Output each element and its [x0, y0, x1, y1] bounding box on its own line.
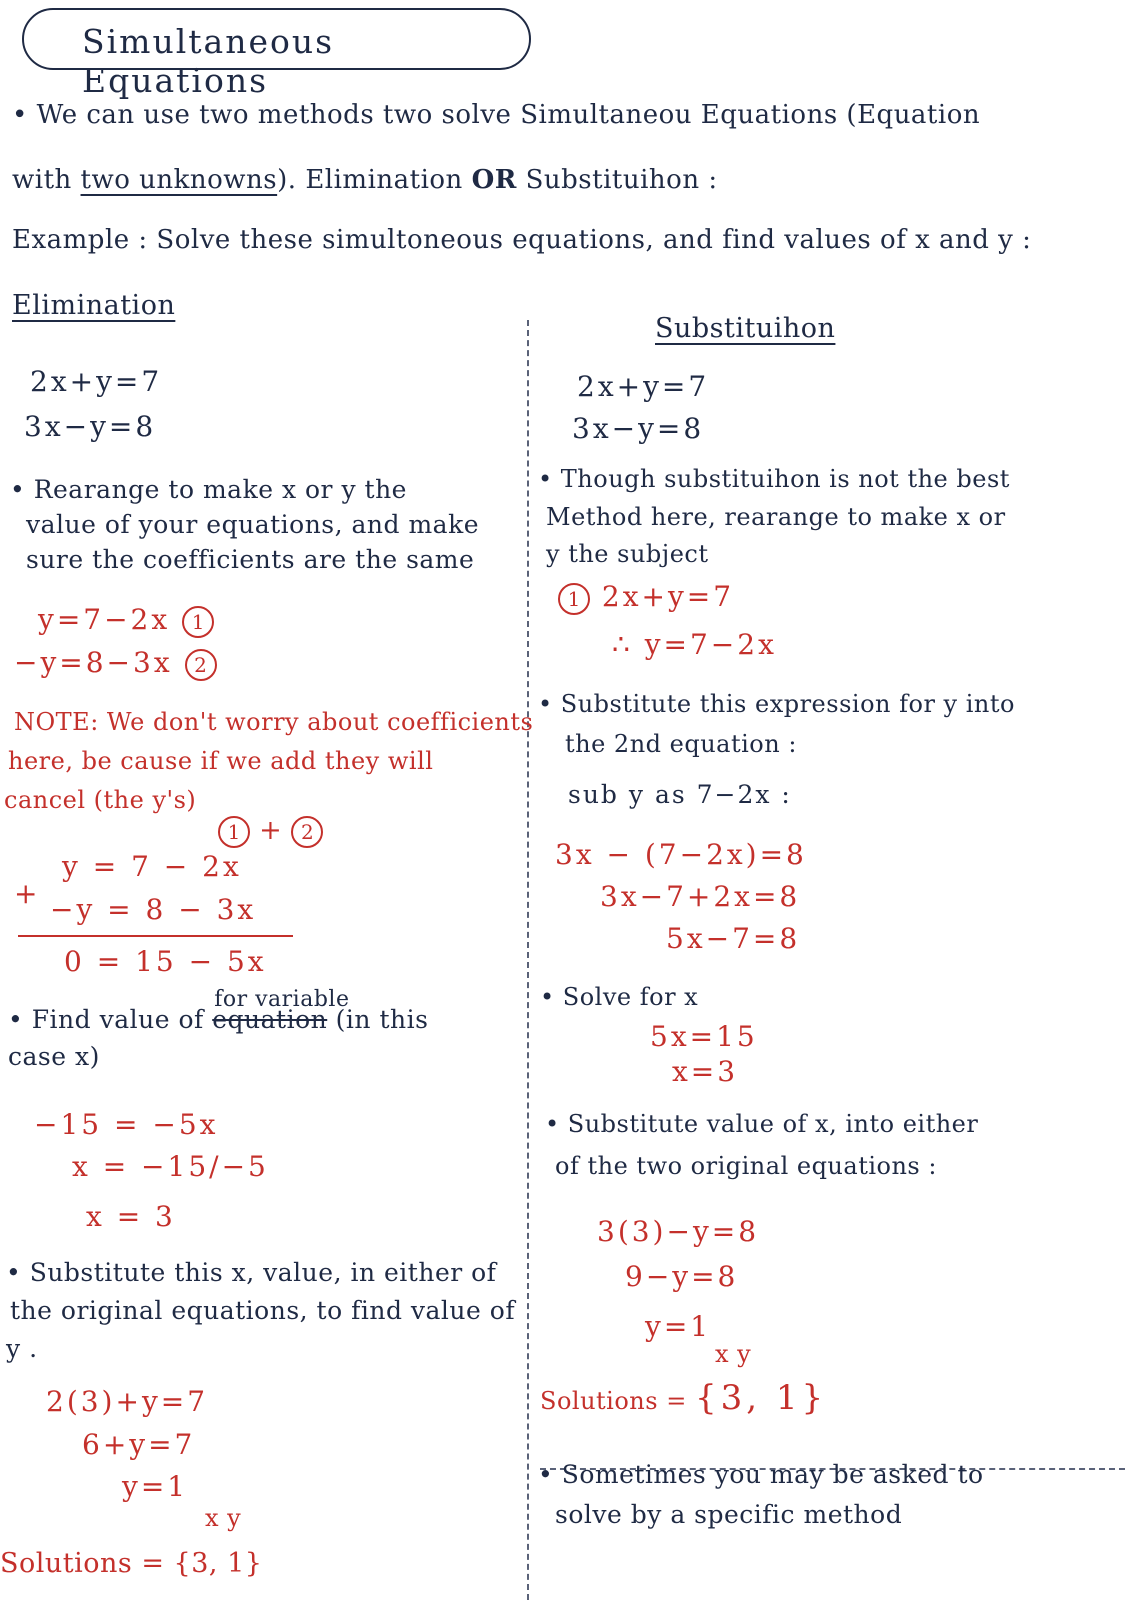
note-line-1: NOTE: We don't worry about coefficients — [14, 708, 534, 736]
intro-substitution: Substituihon : — [516, 165, 718, 195]
sub-step2-line2: the 2nd equation : — [565, 730, 797, 758]
inserted-text: for variable — [214, 987, 350, 1012]
sum-line-2: −y = 8 − 3x — [50, 893, 257, 926]
sub-expand-line-1: 3x − (7−2x)=8 — [555, 838, 807, 871]
footer-line-1: • Sometimes you may be asked to — [538, 1460, 984, 1489]
elim-eq2: 3x−y=8 — [24, 410, 157, 443]
intro-line-1: • We can use two methods two solve Simultaneou Equations (Equation — [12, 100, 981, 130]
intro-with: with — [12, 165, 81, 195]
sub-step1-line3: y the subject — [546, 540, 709, 568]
sub-rearrange-1-text: 2x+y=7 — [601, 580, 735, 613]
sub-step1-line1: • Though substituihon is not the best — [538, 465, 1010, 493]
elim-step1-line2: value of your equations, and make — [26, 510, 480, 539]
elim-step1-line1: • Rearange to make x or y the — [10, 475, 407, 504]
sub-step2-line1: • Substitute this expression for y into — [538, 690, 1015, 718]
intro-elimination: ). Elimination — [277, 165, 472, 195]
column-divider — [527, 320, 529, 1600]
struck-text: equation — [212, 1005, 328, 1034]
equation-tag-2: 2 — [185, 649, 217, 681]
solve-line-2: x = −15/−5 — [72, 1150, 269, 1183]
elim-step2-correction — [212, 987, 350, 1034]
solve-line-1: −15 = −5x — [34, 1108, 219, 1141]
elim-rearranged-2-text: −y=8−3x — [14, 646, 173, 679]
add-tag-1: 1 — [218, 816, 250, 848]
add-plus: + — [259, 815, 283, 846]
sub-eq2: 3x−y=8 — [572, 412, 705, 445]
intro-two-unknowns: two unknowns — [80, 165, 278, 195]
elimination-heading: Elimination — [12, 290, 176, 321]
sub-expand-line-3: 5x−7=8 — [666, 922, 801, 955]
elim-step3-line2: the original equations, to find value of — [10, 1296, 516, 1325]
elim-value-line-2: 6+y=7 — [82, 1428, 196, 1461]
elim-value-line-1: 2(3)+y=7 — [46, 1385, 209, 1418]
sub-rearrange-line-2: ∴ y=7−2x — [612, 628, 777, 661]
sub-step3: • Solve for x — [540, 983, 699, 1011]
elim-eq1: 2x+y=7 — [30, 365, 163, 398]
sub-solutions — [540, 1378, 827, 1418]
equation-tag-1: 1 — [182, 606, 214, 638]
sub-solutions-label: Solutions = — [540, 1387, 687, 1415]
elim-xy-label: x y — [205, 1504, 242, 1532]
sub-equation-tag-1: 1 — [558, 583, 590, 615]
sub-solutions-set: {3, 1} — [694, 1378, 828, 1418]
plus-sign: + — [14, 877, 41, 910]
page-title: Simultaneous Equations — [82, 22, 335, 100]
sub-step1-line2: Method here, rearange to make x or — [546, 503, 1006, 531]
elim-step2-a: • Find value of — [8, 1005, 213, 1034]
elim-step2-line2: case x) — [8, 1042, 100, 1071]
title-box — [22, 8, 531, 100]
sub-value-line-3: y=1 — [645, 1310, 712, 1343]
elim-solutions: Solutions = {3, 1} — [0, 1548, 263, 1579]
sub-value-line-1: 3(3)−y=8 — [597, 1215, 760, 1248]
elim-step3-line3: y . — [6, 1334, 38, 1363]
sub-step4-line1: • Substitute value of x, into either — [545, 1110, 979, 1138]
elim-rearranged-2 — [14, 646, 217, 681]
note-line-2: here, be cause if we add they will — [8, 747, 434, 775]
add-equations-label — [218, 815, 323, 848]
solve-line-3: x = 3 — [86, 1200, 176, 1233]
sub-rearrange-line-1 — [558, 580, 734, 615]
sub-eq1: 2x+y=7 — [577, 370, 710, 403]
intro-line-2 — [12, 165, 718, 195]
intro-or: OR — [471, 165, 517, 195]
example-line: Example : Solve these simultoneous equations, and find values of x and y : — [12, 225, 1032, 255]
elim-step1-line3: sure the coefficients are the same — [26, 545, 475, 574]
sub-step4-line2: of the two original equations : — [555, 1152, 937, 1180]
elim-step2-b: (in this — [335, 1005, 429, 1034]
sub-value-line-2: 9−y=8 — [625, 1260, 739, 1293]
sum-line-1: y = 7 − 2x — [62, 850, 242, 883]
sub-y-line: sub y as 7−2x : — [568, 780, 792, 809]
elim-step2-line1 — [8, 987, 429, 1034]
footer-line-2: solve by a specific method — [555, 1500, 903, 1529]
elim-value-line-3: y=1 — [122, 1470, 189, 1503]
sum-rule — [18, 935, 293, 937]
note-line-3: cancel (the y's) — [4, 786, 197, 814]
elim-rearranged-1-text: y=7−2x — [38, 603, 171, 636]
sub-solve-x-2: x=3 — [672, 1055, 739, 1088]
sub-expand-line-2: 3x−7+2x=8 — [600, 880, 801, 913]
substitution-heading: Substituihon — [655, 313, 836, 344]
add-tag-2: 2 — [291, 816, 323, 848]
sub-xy-label: x y — [715, 1340, 752, 1368]
sum-result: 0 = 15 − 5x — [64, 945, 267, 978]
elim-rearranged-1 — [38, 603, 214, 638]
sub-solve-x-1: 5x=15 — [650, 1020, 758, 1053]
elim-step3-line1: • Substitute this x, value, in either of — [6, 1258, 497, 1287]
